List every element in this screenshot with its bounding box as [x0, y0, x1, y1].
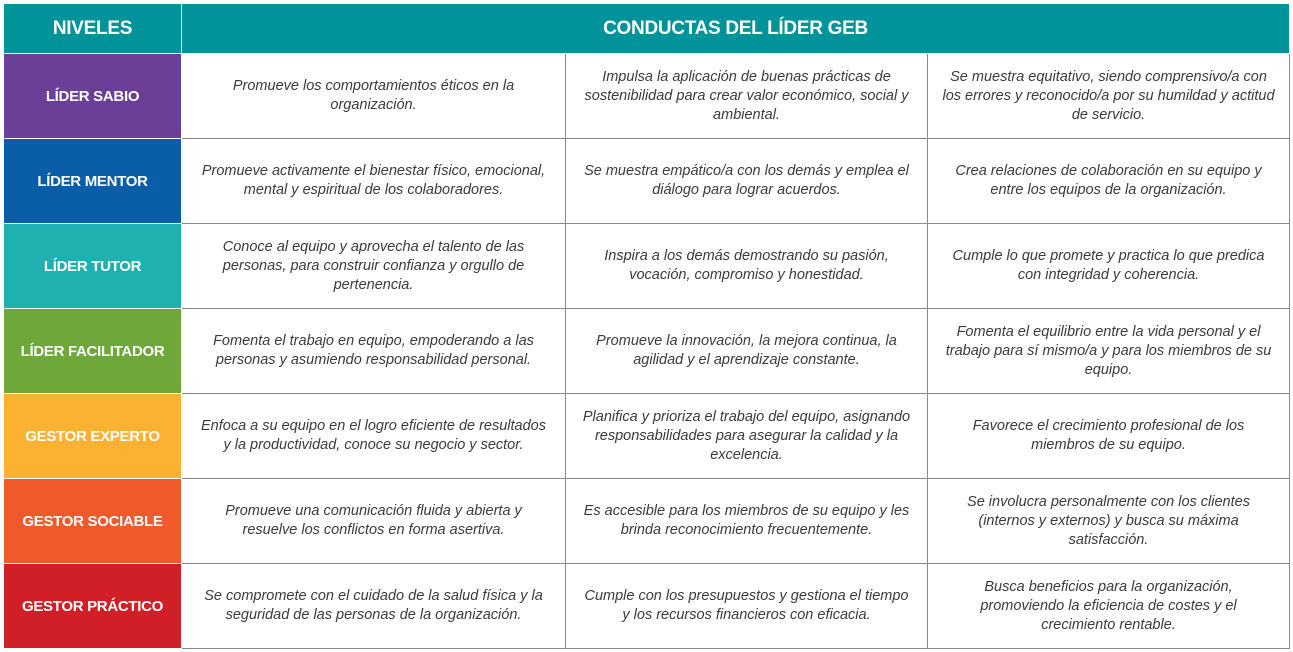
behaviors-header: CONDUCTAS DEL LÍDER GEB: [182, 4, 1290, 54]
behavior-cell: Promueve la innovación, la mejora continua, la agilidad y el aprendizaje constante.: [566, 309, 928, 394]
behavior-cell: Se muestra empático/a con los demás y emplea el diálogo para lograr acuerdos.: [566, 139, 928, 224]
table-row: [4, 224, 1290, 309]
behavior-cell: Enfoca a su equipo en el logro eficiente de resultados y la productividad, conoce su negocio y sector.: [182, 394, 566, 479]
behavior-cell: Promueve los comportamientos éticos en la organización.: [182, 54, 566, 139]
behavior-cell: Cumple lo que promete y practica lo que predica con integridad y coherencia.: [928, 224, 1290, 309]
level-gestor-sociable: GESTOR SOCIABLE: [4, 479, 182, 564]
leadership-table: [3, 3, 1290, 649]
behavior-cell: Planifica y prioriza el trabajo del equipo, asignando responsabilidades para asegurar la calidad y la excelencia.: [566, 394, 928, 479]
leadership-table-container: [3, 3, 1289, 649]
levels-header: NIVELES: [4, 4, 182, 54]
behavior-cell: Inspira a los demás demostrando su pasión, vocación, compromiso y honestidad.: [566, 224, 928, 309]
level-lider-tutor: LÍDER TUTOR: [4, 224, 182, 309]
behavior-cell: Impulsa la aplicación de buenas prácticas de sostenibilidad para crear valor económico, social y ambiental.: [566, 54, 928, 139]
behavior-cell: Se compromete con el cuidado de la salud física y la seguridad de las personas de la organización.: [182, 564, 566, 649]
behavior-cell: Fomenta el trabajo en equipo, empoderando a las personas y asumiendo responsabilidad personal.: [182, 309, 566, 394]
behavior-cell: Fomenta el equilibrio entre la vida personal y el trabajo para sí mismo/a y para los miembros de su equipo.: [928, 309, 1290, 394]
behavior-cell: Busca beneficios para la organización, promoviendo la eficiencia de costes y el crecimiento rentable.: [928, 564, 1290, 649]
behavior-cell: Conoce al equipo y aprovecha el talento de las personas, para construir confianza y orgullo de pertenencia.: [182, 224, 566, 309]
table-row: [4, 564, 1290, 649]
behavior-cell: Cumple con los presupuestos y gestiona el tiempo y los recursos financieros con eficacia.: [566, 564, 928, 649]
table-row: [4, 139, 1290, 224]
level-lider-sabio: LÍDER SABIO: [4, 54, 182, 139]
table-row: [4, 54, 1290, 139]
behavior-cell: Se muestra equitativo, siendo comprensivo/a con los errores y reconocido/a por su humildad y actitud de servicio.: [928, 54, 1290, 139]
behavior-cell: Se involucra personalmente con los clientes (internos y externos) y busca su máxima satisfacción.: [928, 479, 1290, 564]
table-row: [4, 479, 1290, 564]
behavior-cell: Promueve una comunicación fluida y abierta y resuelve los conflictos en forma asertiva.: [182, 479, 566, 564]
table-row: [4, 309, 1290, 394]
level-gestor-practico: GESTOR PRÁCTICO: [4, 564, 182, 649]
behavior-cell: Crea relaciones de colaboración en su equipo y entre los equipos de la organización.: [928, 139, 1290, 224]
level-lider-mentor: LÍDER MENTOR: [4, 139, 182, 224]
table-header-row: [4, 4, 1290, 54]
level-lider-facilitador: LÍDER FACILITADOR: [4, 309, 182, 394]
behavior-cell: Promueve activamente el bienestar físico, emocional, mental y espiritual de los colaboradores.: [182, 139, 566, 224]
behavior-cell: Es accesible para los miembros de su equipo y les brinda reconocimiento frecuentemente.: [566, 479, 928, 564]
table-row: [4, 394, 1290, 479]
level-gestor-experto: GESTOR EXPERTO: [4, 394, 182, 479]
behavior-cell: Favorece el crecimiento profesional de los miembros de su equipo.: [928, 394, 1290, 479]
